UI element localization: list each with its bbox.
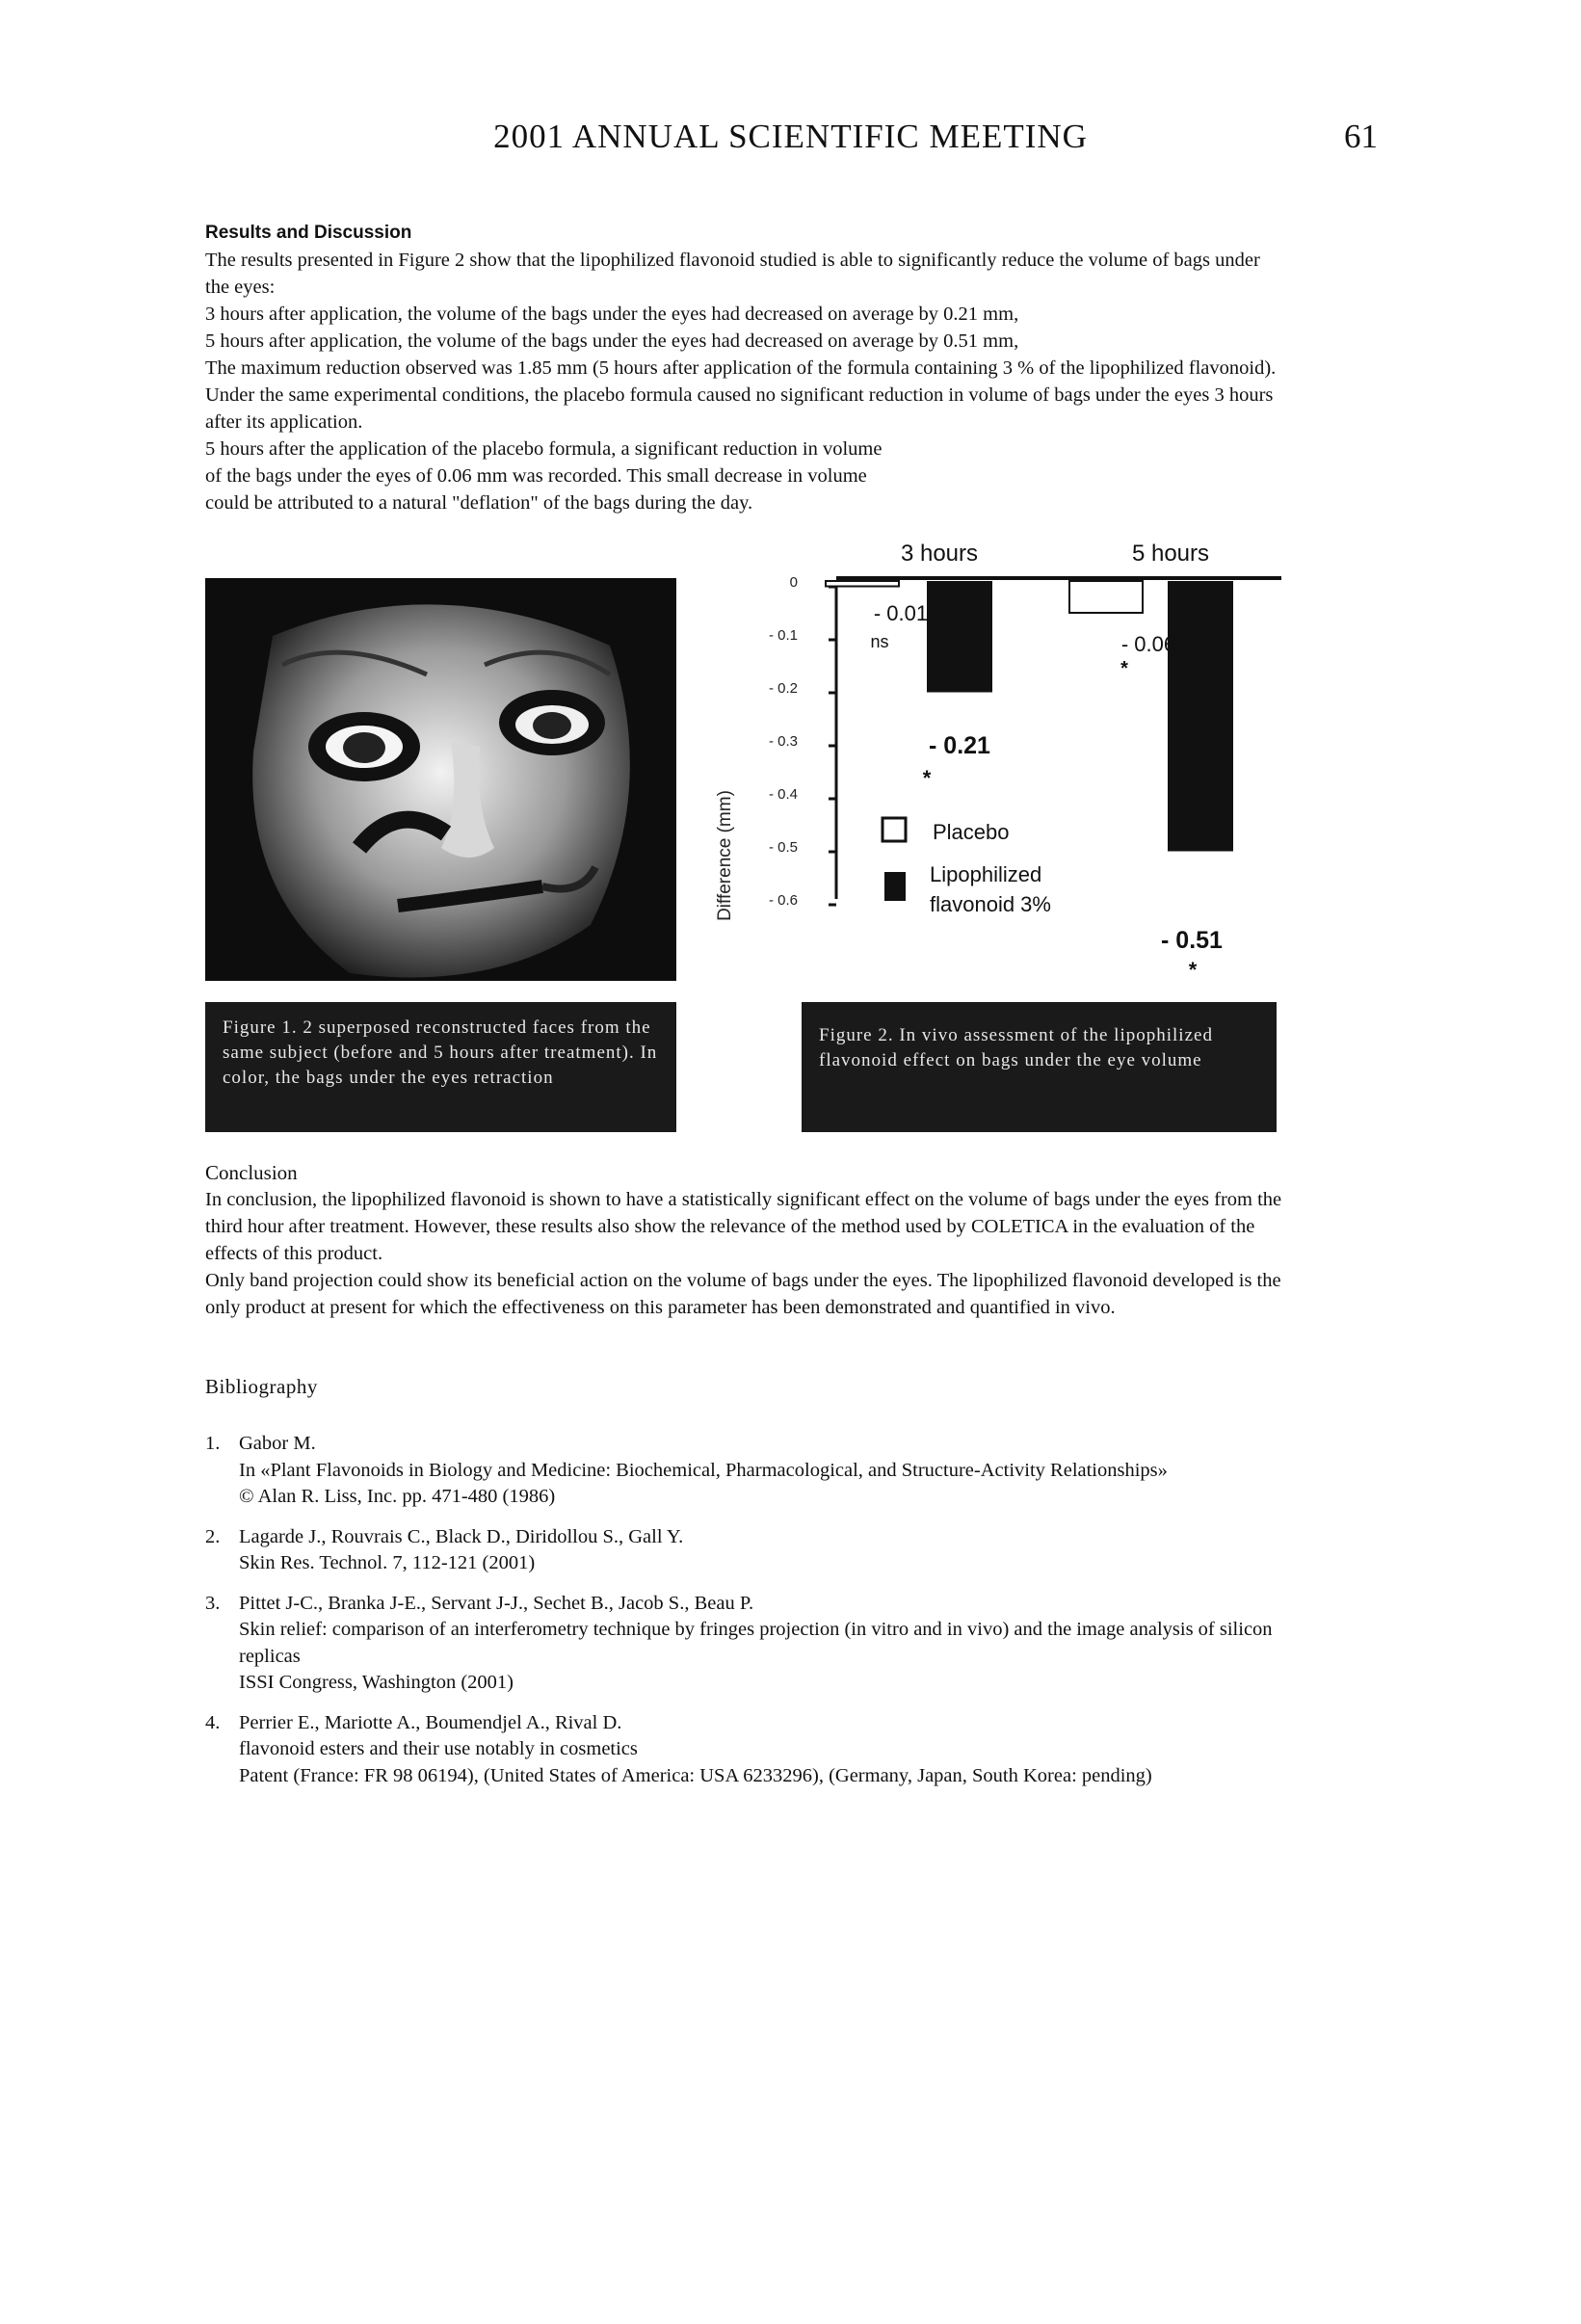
y-axis-label: Difference (mm) [715,790,735,921]
bib-item-1 [205,1431,1286,1511]
data-label-placebo-5h: - 0.06 [1120,632,1176,656]
bib-line: © Alan R. Liss, Inc. pp. 471-480 (1986) [239,1486,556,1507]
bib-line: Gabor M. [239,1433,316,1454]
bib-line: ISSI Congress, Washington (2001) [239,1672,514,1693]
results-paragraph-4: The maximum reduction observed was 1.85 mm (5 hours after application of the formula containing 3 % of the lipophilized flavonoid). [205,357,1277,379]
results-heading: Results and Discussion [205,223,412,243]
bib-item-3 [205,1591,1286,1697]
bar-placebo [1069,581,1143,613]
legend-lipophilized-label-line2: flavonoid 3% [930,892,1051,916]
bib-line: Perrier E., Mariotte A., Boumendjel A., Rival D. [239,1711,622,1733]
bib-line: In «Plant Flavonoids in Biology and Medicine: Biochemical, Pharmacological, and Structure-Activity Relationships» [239,1459,1168,1481]
data-label-lipophilized-5h: - 0.51 [1161,927,1223,954]
figure-1-caption: Figure 1. 2 superposed reconstructed faces from the same subject (before and 5 hours after treatment). In color, the bags under the eyes retraction [205,1002,676,1132]
significance-placebo-5h: * [1120,658,1128,679]
legend-placebo-label: Placebo [933,820,1010,844]
bibliography-list [205,1431,1286,1803]
results-paragraph-5: Under the same experimental conditions, the placebo formula caused no significant reduction in volume of bags under the eyes 3 hours after its application. [205,384,1274,433]
running-header: 2001 ANNUAL SCIENTIFIC MEETING [493,118,1088,155]
significance-lipophilized-5h: * [1188,958,1198,982]
face-reconstruction-image [205,578,676,981]
bib-item-number: 2. [205,1525,221,1547]
significance-lipophilized-3h: * [922,766,932,790]
conclusion-section [205,1159,1286,1321]
bib-line: Lagarde J., Rouvrais C., Black D., Diridollou S., Gall Y. [239,1525,684,1547]
bags-volume-bar-chart [674,530,1310,1002]
bib-item-number: 1. [205,1433,221,1454]
results-paragraph-1: The results presented in Figure 2 show that the lipophilized flavonoid studied is able to significantly reduce the volume of bags under the eyes: [205,250,1260,298]
y-tick-label: - 0.1 [768,627,798,644]
y-tick-label: - 0.3 [768,733,798,750]
category-label-5h: 5 hours [1131,541,1210,567]
legend-lipophilized-label-line1: Lipophilized [930,862,1042,886]
significance-placebo-3h: ns [870,632,889,651]
bib-item-number: 4. [205,1711,221,1733]
bib-line: Skin Res. Technol. 7, 112-121 (2001) [239,1552,536,1573]
bib-line: Skin relief: comparison of an interferometry technique by fringes projection (in vitro and in vivo) and the image analysis of silicon replicas [239,1619,1273,1667]
bibliography-heading-wrap [205,1373,1286,1400]
results-paragraph-6: 5 hours after the application of the placebo formula, a significant reduction in volume of the bags under the eyes of 0.06 mm was recorded. This small decrease in volume could be attributed to a natural "deflation" of the bags during the day. [205,438,883,514]
bib-item-2 [205,1524,1286,1577]
conclusion-paragraph-1: In conclusion, the lipophilized flavonoid is shown to have a statistically significant effect on the volume of bags under the eyes from the third hour after treatment. However, these results also show the relevance of the method used by COLETICA in the evaluation of the effects of this product. [205,1189,1282,1264]
bibliography-heading: Bibliography [205,1375,318,1398]
results-section [205,220,1286,516]
bar-placebo [826,581,899,587]
legend-placebo-swatch [883,818,906,841]
bib-item-4 [205,1710,1286,1790]
results-paragraph-2: 3 hours after application, the volume of the bags under the eyes had decreased on average by 0.21 mm, [205,304,1019,325]
bib-line: flavonoid esters and their use notably in cosmetics [239,1738,638,1759]
figure-2-caption: Figure 2. In vivo assessment of the lipophilized flavonoid effect on bags under the eye volume [802,1002,1277,1132]
bib-line: Pittet J-C., Branka J-E., Servant J-J., Sechet B., Jacob S., Beau P. [239,1592,754,1614]
y-tick-label: - 0.4 [768,786,798,803]
bib-line: Patent (France: FR 98 06194), (United States of America: USA 6233296), (Germany, Japan, South Korea: pending) [239,1764,1152,1786]
bar-lipophilized [1168,581,1233,852]
bib-item-number: 3. [205,1592,221,1614]
category-label-3h: 3 hours [900,541,979,567]
data-label-lipophilized-3h: - 0.21 [929,732,990,759]
legend-lipophilized-swatch [884,872,906,901]
y-tick-label: - 0.6 [768,892,798,909]
y-tick-label: - 0.5 [768,839,798,856]
data-label-placebo-3h: - 0.01 [873,601,929,625]
y-tick-label: - 0.2 [768,680,798,697]
bar-lipophilized [927,581,992,693]
conclusion-heading: Conclusion [205,1161,298,1184]
conclusion-paragraph-2: Only band projection could show its beneficial action on the volume of bags under the eyes. The lipophilized flavonoid developed is the only product at present for which the effectiveness on this parameter has been demonstrated and quantified in vivo. [205,1270,1281,1318]
y-tick-label: 0 [789,574,798,591]
page-number: 61 [1344,118,1378,155]
results-paragraph-3: 5 hours after application, the volume of the bags under the eyes had decreased on average by 0.51 mm, [205,330,1019,352]
